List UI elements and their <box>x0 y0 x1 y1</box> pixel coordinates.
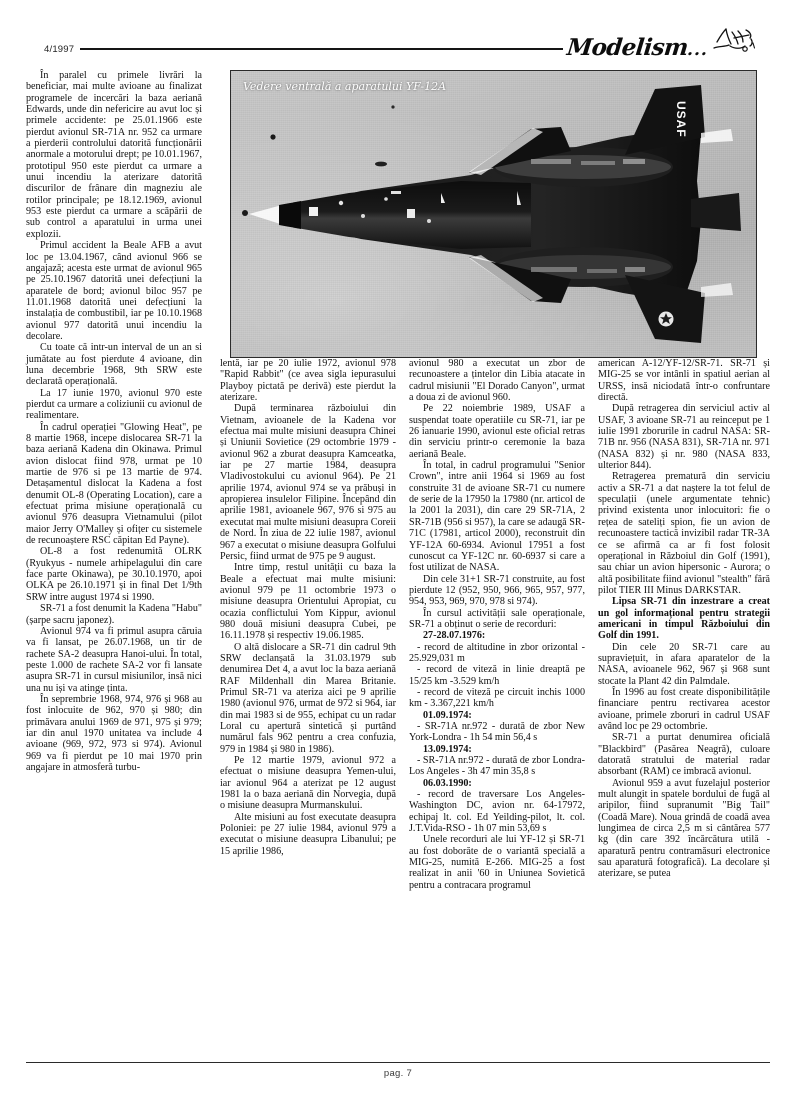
record-item: - SR-71A nr.972 - durată de zbor Londra-Los Angeles - 3h 47 min 35,8 s <box>409 755 585 778</box>
paragraph: lentă, iar pe 20 iulie 1972, avionul 978 "Rapid Rabbit" (ce avea sigla iepurasului Playboy pictată pe derivă) este pierdut la aterizare. <box>220 358 396 404</box>
text-column-1 <box>26 70 202 773</box>
paragraph: Pe 22 noiembrie 1989, USAF a suspendat toate operatiile cu SR-71, iar pe 26 ianuarie 1990, avionul este oficial retras din serviciu printr-o ceremonie la baza aeriană Beale. <box>409 403 585 460</box>
record-item: - record de altitudine in zbor orizontal - 25.929,031 m <box>409 641 585 664</box>
paragraph: SR-71 a purtat denumirea oficială "Blackbird" (Pasărea Neagră), culoare datorată stratului de material radar absorbant (RAM) ce imbracă avionul. <box>598 732 770 778</box>
paragraph: Alte misiuni au fost executate deasupra Poloniei: pe 27 iulie 1984, avionul 979 a executat o misiune deasupra Libanului; pe 15 aprilie 1986, <box>220 811 396 857</box>
record-item: - record de traversare Los Angeles-Washington DC, avion nr. 64-17972, echipaj lt. col. Ed Yeilding-pilot, lt. col. J.T.Vida-RSO - 1h 07 min 53,69 s <box>409 789 585 835</box>
record-date: 27-28.07.1976: <box>423 630 486 642</box>
paragraph: După retragerea din serviciul activ al USAF, 3 avioane SR-71 au reinceput pe 1 iulie 1991 zborurile in cadrul NASA: SR-71B nr. 956 (NASA 831), SR-71A nr. 971 (NASA 832) și nr. 980 (NASA 833, ulterior 844). <box>598 403 770 472</box>
masthead-rule <box>80 48 562 50</box>
issue-number: 4/1997 <box>44 43 75 55</box>
footer-rule <box>26 1062 770 1063</box>
paragraph: Din cele 20 SR-71 care au supraviețuit, in afara aparatelor de la NASA, avioanele 962, 967 și 968 sunt stocate la Plant 42 din Palmdale. <box>598 641 770 687</box>
paragraph: Intre timp, restul unității cu baza la Beale a efectuat mai multe misiuni: avionul 979 pe 11 octombrie 1973 o misiune deasupra Orientului Apropiat, cu ocazia conflictului Yom Kippur, avionul 980 două misiuni deasupra Cubei, pe 16.11.1978 și respectiv 19.06.1985. <box>220 562 396 642</box>
record-item: - record de viteză pe circuit inchis 1000 km - 3.367,221 km/h <box>409 686 585 710</box>
paragraph: Pe 12 martie 1979, avionul 972 a efectuat o misiune deasupra Yemen-ului, iar avionul 964 a aterizat pe 12 august 1981 la o baza aeriană din Norvegia, după o misiune deasupra Murmanskului. <box>220 755 396 812</box>
paragraph: În total, in cadrul programului "Senior Crown", intre anii 1964 si 1969 au fost construite 31 de avioane SR-71 cu numere de serie de la 17950 la 17980 (nr. articol de la 2001 la 2031), din care 29 SR-71A, 2 SR-71B (956 si 957), la care se adaugă SR-71C (17981, articol 2000), reconstruit din YF-12A 60-6934. Avionul 17951 a fost cunoscut ca YF-12C nr. 60-6937 si care a fost utilizat de NASA. <box>409 460 585 574</box>
aircraft-photo <box>230 70 757 358</box>
paragraph: OL-8 a fost redenumită OLRK (Ryukyus - numele arhipelagului din care face parte Okinawa), pe 30.10.1970, apoi OLKA pe 26.10.1971 și in final Det 1/9th SRW intre august 1974 si 1990. <box>26 546 202 603</box>
paragraph: american A-12/YF-12/SR-71. SR-71 și MIG-25 se vor intânli in spatiul aerian al URSS, insă niciodată într-o confruntare directă. <box>598 358 770 404</box>
handwritten-scribble-logo-icon <box>710 26 756 58</box>
star-and-bar-insignia-icon <box>659 312 674 327</box>
photo-caption: Vedere ventrală a aparatului YF-12A <box>243 80 447 93</box>
record-date: 01.09.1974: <box>423 709 472 721</box>
text-column-3 <box>409 358 585 891</box>
yf-12a-aircraft-illustration <box>231 71 757 358</box>
text-column-2 <box>220 358 396 857</box>
svg-text:USAF: USAF <box>674 101 688 138</box>
paragraph: În 1996 au fost create disponibilitățile financiare pentru rectivarea acestor avioane, primele zboruri in cadrul USAF având loc pe 29 octombrie. <box>598 686 770 732</box>
paragraph: Avionul 974 va fi primul asupra căruia va fi lansat, pe 26.07.1968, un tir de rachete SA-2 deasupra Hanoi-ului. În total, peste 1.000 de rachete SA-2 vor fi lansate asupra SR-71 in cursul misiunilor, insă nici una nu iși va atinge ținta. <box>26 625 202 694</box>
paragraph: Primul accident la Beale AFB a avut loc pe 13.04.1967, când avionul 966 se angajază; acesta este urmat de avionul 965 pe 25.10.1967 datorită unei defecțiuni la aparatele de bord; avionul biloc 957 pe 11.01.1968 datorită unei defecțiuni la instalația de combustibil, iar pe 10.10.1968 avionul 977 datorită unui incendiu la decolare. <box>26 240 202 342</box>
record-item: - record de viteză in linie dreaptă pe 15/25 km -3.529 km/h <box>409 664 585 687</box>
record-date: 06.03.1990: <box>423 777 472 789</box>
record-item: - SR-71A nr.972 - durată de zbor New York-Londra - 1h 54 min 56,4 s <box>409 721 585 744</box>
text-column-4 <box>598 358 770 880</box>
paragraph: O altă dislocare a SR-71 din cadrul 9th SRW declanșată la 31.03.1979 sub denumirea Det 4, a avut loc la baza aeriană RAF Mildenhall din Marea Britanie. Primul SR-71 va ateriza aici pe 9 aprilie 1980 (avionul 976, urmat de 972 si 964, iar din mai 1983 si de 955, echipat cu un radar Loral cu apertură sintetică și purtând numărul fals 962 pentru a crea confuzia, 979 in 1984 și 980 in 1986). <box>220 641 396 755</box>
paragraph: Cu toate că intr-un interval de un an si jumătate au fost pierdute 4 avioane, din luna decembrie 1968, 9th SRW este declarată operațională. <box>26 342 202 388</box>
paragraph: În cadrul operației "Glowing Heat", pe 8 martie 1968, incepe dislocarea SR-71 la baza aeriană Kadena din Okinawa. Primul avion dislocat fiind 978, urmat pe 10 martie de 976 si pe 13 martie de 974. Detașamentul dislocat la Kadena a fost denumit OL-8 (Operating Location), care a efectuat prima misiune operațională cu avionul 976 deasupra Vietnamului (pilot maior Jerry O'Malley și ofițer cu sistemele de recunoaștere RSC căpitan Ed Payne). <box>26 421 202 547</box>
paragraph: avionul 980 a executat un zbor de recunoastere a țintelor din Libia atacate in cadrul misiunii "El Dorado Canyon", urmat a doua zi de avionul 960. <box>409 358 585 404</box>
magazine-title-dots: ... <box>685 39 709 60</box>
masthead <box>44 34 756 64</box>
paragraph: La 17 iunie 1970, avionul 970 este pierdut ca urmare a coliziunii cu avionul de realimentare. <box>26 387 202 422</box>
paragraph: Avionul 959 a avut fuzelajul posterior mult alungit in spatele bordului de fugă al aripilor, fiind supranumit "Big Tail" (Coadă Mare). Noua grindă de coadă avea lungimea de circa 2,5 m si cântărea 577 kg (din care 392 încărcătura utilă - aparatură pentru contramăsuri electronice sau aparatură fotografică). La decolare și aterizare, se putea <box>598 777 770 880</box>
magazine-title-text: Modelism <box>565 33 689 61</box>
page-number: pag. 7 <box>383 1068 413 1079</box>
paragraph: În cursul activității sale operaționale, SR-71 a obținut o serie de recorduri: <box>409 607 585 630</box>
paragraph: Din cele 31+1 SR-71 construite, au fost pierdute 12 (952, 950, 966, 965, 957, 977, 954, 953, 969, 970, 978 si 974). <box>409 573 585 608</box>
paragraph: Retragerea prematură din serviciu activ a SR-71 a dat naștere la tot felul de speculații (unele argumentate tehnic) privind existenta unor inlocuitori: fie o rețea de sateliți spion, fie un avion de recunoastere tactică invizibil radar TR-3A ce se afirmă ca ar fi fost folosit operațional in Războiul din Golf (1991), sau chiar un avion hipersonic - Aurora; o altă posibilitate fiind avionul "stealth" fără pilot TIER III Minus DARKSTAR. <box>598 471 770 596</box>
magazine-title <box>565 33 709 61</box>
paragraph: În seprembrie 1968, 974, 976 și 968 au fost inlocuite de 962, 970 și 980; din primăvara anului 1969 de 971, 975 și 979; iar din anul 1970 unitatea va include 4 avioane (969, 972, 973 si 974). Avionul 969 va fi pierdut pe 10 mai 1970 prin angajare in atmosferă turbu- <box>26 693 202 773</box>
paragraph: În paralel cu primele livrări la beneficiar, mai multe avioane au finalizat programele de incercări la baza aeriană Edwards, unde din nefericire au avut loc și primele accidente: pe 25.01.1966 este pierdut avionul SR-71A nr. 952 ca urmare a pierderii controlului datorită funcționării anormale a motorului drept; pe 10.01.1967, prototipul 950 este pierdut ca urmare a unui incendiu la aterizare datorită discurilor de frânare din magneziu ale rotilor principale; pe 18.12.1969, avionul 953 este pierdut ca urmare a scăpării de sub control a aparatului in urma unei explozii. <box>26 70 202 240</box>
paragraph: Unele recorduri ale lui YF-12 și SR-71 au fost doborăte de o variantă specială a MIG-25, numită E-266. MIG-25 a fost realizat in anii '60 in Uniunea Sovietică pentru a contracara programul <box>409 834 585 891</box>
paragraph: După terminarea războiului din Vietnam, avioanele de la Kadena vor efectua mai multe misiuni deasupra Chinei și Uniunii Sovietice (29 octombrie 1979 - avionul 962 a zburat deasupra Kamceatka, iar pe 27 martie 1984, deasupra Vladivostokului cu avionul 964). Pe 21 aprilie 1974, avionul 974 se va prăbuși in apropierea insulelor Filipine. Începând din aprilie 1981, avioanele 967, 976 si 975 au executat mai multe misiuni deasupra Coreii de Nord. În ziua de 22 iulie 1987, avionul 967 a executat o misiune deasupra Golfului Persic, fiind urmat de 975 pe 9 august. <box>220 403 396 562</box>
page-footer <box>26 1062 770 1079</box>
paragraph-bold: Lipsa SR-71 din inzestrare a creat un gol informațional pentru strategii americani in timpul Războiului din Golf din 1991. <box>598 596 770 642</box>
record-date: 13.09.1974: <box>423 743 472 755</box>
paragraph: SR-71 a fost denumit la Kadena "Habu" (șarpe sacru japonez). <box>26 603 202 626</box>
usaf-marking <box>674 101 688 138</box>
